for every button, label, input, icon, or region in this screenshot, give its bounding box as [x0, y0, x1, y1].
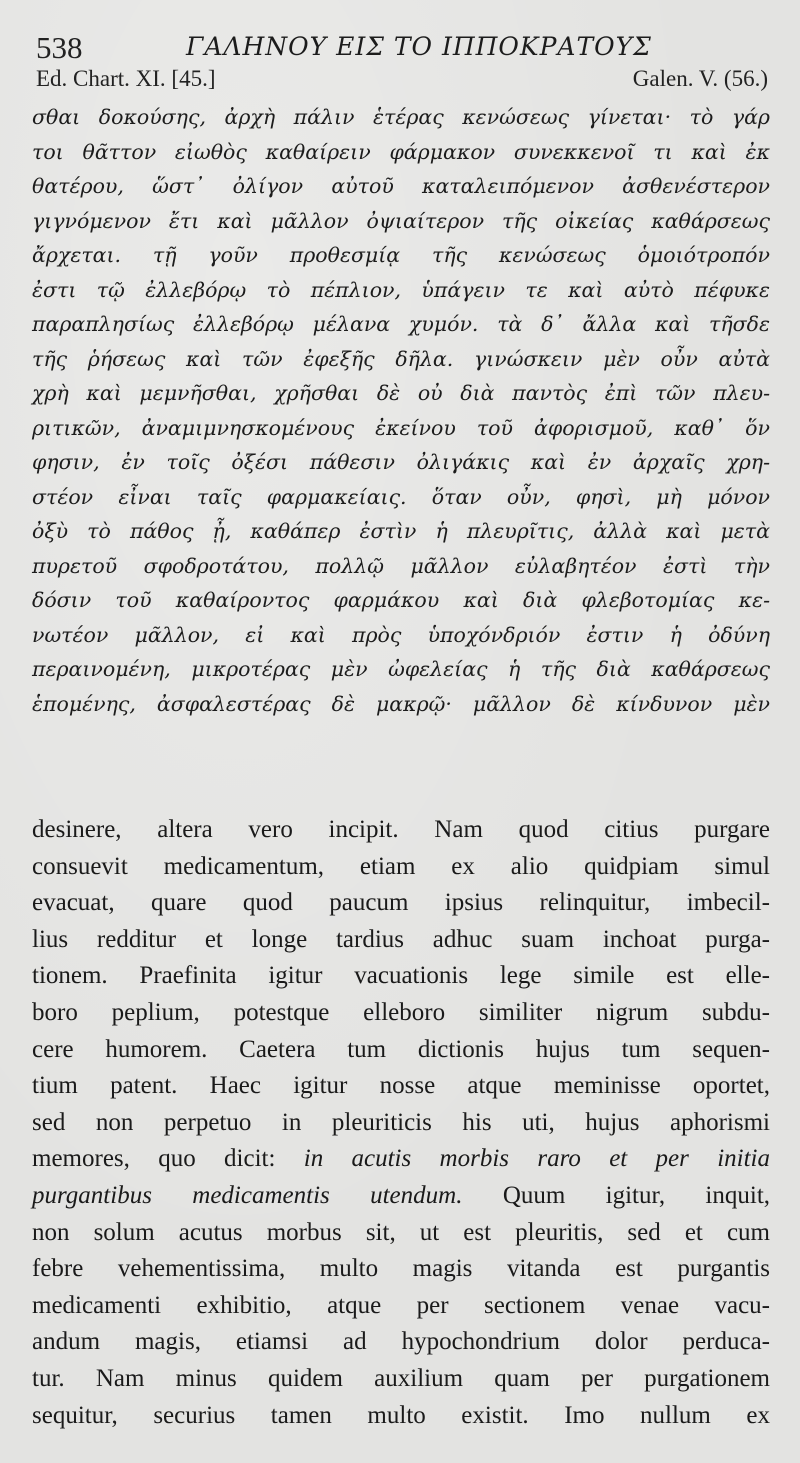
latin-text-block — [32, 812, 770, 1434]
greek-line: δόσιν τοῦ καθαίροντος φαρμάκου καὶ διὰ φλεβοτομίας κε- — [32, 588, 770, 612]
greek-line: γιγνόμενον ἔτι καὶ μᾶλλον ὀψιαίτερον τῆς οἰκείας καθάρσεως — [32, 208, 770, 233]
greek-line: φησιν, ἐν τοῖς ὀξέσι πάθεσιν ὀλιγάκις καὶ ἐν ἀρχαῖς χρη- — [32, 450, 770, 474]
aphorism-quote: purgantibus medicamentis utendum. — [32, 1181, 463, 1209]
latin-line: boro peplium, potestque elleboro similiter nigrum subdu- — [32, 998, 770, 1026]
latin-line: sequitur, securius tamen multo existit. Imo nullum ex — [32, 1401, 770, 1429]
latin-line: evacuat, quare quod paucum ipsius relinquitur, imbecil- — [32, 889, 770, 917]
latin-line-with-quote — [32, 1178, 770, 1215]
greek-line: θατέρου, ὥστ᾽ ὀλίγον αὐτοῦ καταλειπόμενον ἀσθενέστερον — [32, 174, 770, 198]
latin-line: tium patent. Haec igitur nosse atque meminisse oportet, — [32, 1072, 770, 1100]
greek-line: ὀξὺ τὸ πάθος ᾖ, καθάπερ ἐστὶν ἡ πλευρῖτις, ἀλλὰ καὶ μετὰ — [32, 519, 770, 543]
latin-line-with-quote — [32, 1141, 770, 1178]
page-header — [36, 28, 776, 68]
latin-text: Quum igitur, inquit, — [502, 1181, 771, 1209]
running-head: ΓΑΛΗΝΟΥ ΕΙΣ ΤΟ ΙΠΠΟΚΡΑΤΟΥΣ — [186, 32, 652, 61]
greek-line: σθαι δοκούσης, ἀρχὴ πάλιν ἑτέρας κενώσεως γίνεται· τὸ γάρ — [32, 105, 770, 129]
latin-line: tur. Nam minus quidem auxilium quam per purgationem — [32, 1364, 770, 1392]
greek-line: τῆς ῥήσεως καὶ τῶν ἐφεξῆς δῆλα. γινώσκειν μὲν οὖν αὐτὰ — [32, 346, 770, 371]
latin-line: andum magis, etiamsi ad hypochondrium dolor perduca- — [32, 1328, 770, 1356]
aphorism-quote: in acutis morbis raro et per initia — [303, 1145, 770, 1173]
latin-line: sed non perpetuo in pleuriticis his uti, hujus aphorismi — [32, 1108, 770, 1136]
latin-line: desinere, altera vero incipit. Nam quod citius purgare — [32, 816, 770, 843]
greek-text-block — [32, 100, 770, 721]
latin-line: consuevit medicamentum, etiam ex alio quidpiam simul — [32, 852, 770, 880]
galen-reference: Galen. V. (56.) — [632, 66, 768, 91]
greek-line: παραπλησίως ἐλλεβόρῳ μέλανα χυμόν. τὰ δ᾽ ἄλλα καὶ τῆσδε — [32, 312, 770, 336]
greek-line: νωτέον μᾶλλον, εἰ καὶ πρὸς ὑποχόνδριόν ἐστιν ἡ ὀδύνη — [32, 622, 770, 647]
latin-line: tionem. Praefinita igitur vacuationis lege simile est elle- — [32, 962, 770, 990]
greek-line: τοι θᾶττον εἰωθὸς καθαίρειν φάρμακον συνεκκενοῖ τι καὶ ἐκ — [32, 139, 770, 164]
edition-reference: Ed. Chart. XI. [45.] — [36, 66, 216, 91]
greek-line: χρὴ καὶ μεμνῆσθαι, χρῆσθαι δὲ οὐ διὰ παντὸς ἐπὶ τῶν πλευ- — [32, 381, 770, 405]
greek-line: πυρετοῦ σφοδροτάτου, πολλῷ μᾶλλον εὐλαβητέον ἐστὶ τὴν — [32, 553, 770, 578]
greek-line: περαινομένη, μικροτέρας μὲν ὠφελείας ἡ τῆς διὰ καθάρσεως — [32, 657, 770, 681]
greek-line: ἐστι τῷ ἐλλεβόρῳ τὸ πέπλιον, ὑπάγειν τε καὶ αὐτὸ πέφυκε — [32, 277, 770, 302]
greek-line: στέον εἶναι ταῖς φαρμακείαις. ὅταν οὖν, φησὶ, μὴ μόνον — [32, 484, 770, 509]
latin-line: cere humorem. Caetera tum dictionis hujus tum sequen- — [32, 1035, 770, 1063]
greek-line: ἄρχεται. τῇ γοῦν προθεσμίᾳ τῆς κενώσεως ὁμοιότροπόν — [32, 243, 770, 267]
latin-line: lius redditur et longe tardius adhuc suam inchoat purga- — [32, 925, 770, 953]
page-number: 538 — [36, 30, 83, 65]
latin-line: non solum acutus morbus sit, ut est pleuritis, sed et cum — [32, 1218, 770, 1246]
latin-text: memores, quo dicit: — [32, 1145, 276, 1173]
greek-line: ἑπομένης, ἀσφαλεστέρας δὲ μακρῷ· μᾶλλον δὲ κίνδυνον μὲν — [32, 691, 770, 716]
latin-line: febre vehementissima, multo magis vitanda est purgantis — [32, 1255, 770, 1283]
latin-line: medicamenti exhibitio, atque per sectionem venae vacu- — [32, 1291, 770, 1319]
greek-line: ριτικῶν, ἀναμιμνησκομένους ἐκείνου τοῦ ἀφορισμοῦ, καθ᾽ ὅν — [32, 415, 770, 440]
